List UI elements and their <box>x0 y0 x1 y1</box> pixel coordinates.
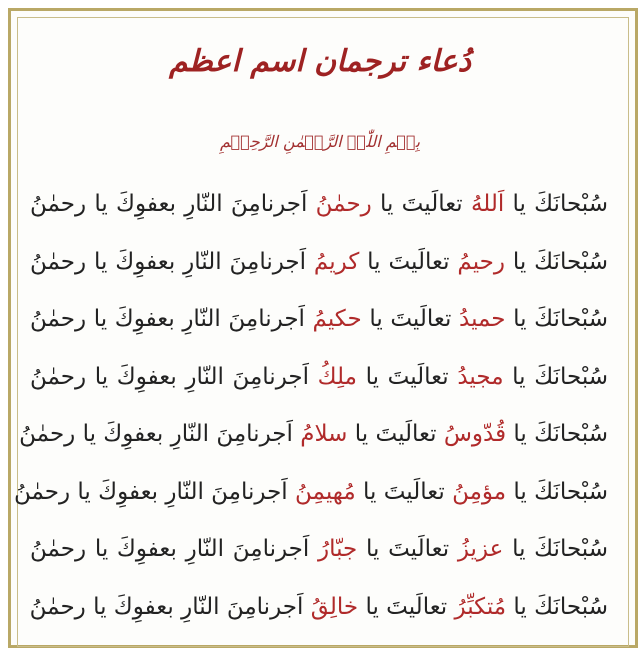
divine-name: سلامُ <box>300 421 348 447</box>
divine-name: حميدُ <box>459 306 506 332</box>
verse-line: سُبْحانَكَ يا مجيدُ تعالَيتَ يا ملِكُ اَجرنامِنَ النّارِ بعفوِكَ يا رحمٰنُ <box>30 363 609 390</box>
divine-name: رحمٰنُ <box>315 191 372 217</box>
divine-name: مُتكبِّرُ <box>454 593 507 620</box>
verse-line: سُبْحانَكَ يا مُتكبِّرُ تعالَيتَ يا خالِقُ اَجرنامِنَ النّارِ بعفوِكَ يا رحمٰنُ <box>29 593 608 620</box>
divine-name: مجيدُ <box>457 363 504 390</box>
divine-name: قُدّوسُ <box>443 421 507 447</box>
divine-name: حكيمُ <box>312 306 362 332</box>
bismillah-line: بِسۡمِ اللّٰہِ الرَّحۡمٰنِ الرَّحِیۡمِ <box>219 132 421 151</box>
divine-name: جبّارُ <box>318 536 358 562</box>
prayer-title: دُعاء ترجمان اسم اعظم <box>168 44 472 79</box>
divine-name: مُهيمِنُ <box>295 478 356 505</box>
divine-name: عزيزُ <box>457 536 504 562</box>
divine-name: رحيمُ <box>457 248 505 275</box>
verse-line: سُبْحانَكَ يا قُدّوسُ تعالَيتَ يا سلامُ اَجرنامِنَ النّارِ بعفوِكَ يا رحمٰنُ <box>19 421 608 447</box>
verse-line: سُبْحانَكَ يا اَللهُ تعالَيتَ يا رحمٰنُ اَجرنامِنَ النّارِ بعفوِكَ يا رحمٰنُ <box>30 191 609 217</box>
verse-line: سُبْحانَكَ يا رحيمُ تعالَيتَ يا كريمُ اَجرنامِنَ النّارِ بعفوِكَ يا رحمٰنُ <box>30 248 609 275</box>
divine-name: كريمُ <box>313 248 360 275</box>
divine-name: اَللهُ <box>470 191 505 217</box>
verse-line: سُبْحانَكَ يا حميدُ تعالَيتَ يا حكيمُ اَجرنامِنَ النّارِ بعفوِكَ يا رحمٰنُ <box>30 306 609 332</box>
verse-line: سُبْحانَكَ يا عزيزُ تعالَيتَ يا جبّارُ اَجرنامِنَ النّارِ بعفوِكَ يا رحمٰنُ <box>30 536 609 562</box>
verse-line: سُبْحانَكَ يا مؤمِنُ تعالَيتَ يا مُهيمِنُ اَجرنامِنَ النّارِ بعفوِكَ يا رحمٰنُ <box>13 478 608 505</box>
divine-name: مؤمِنُ <box>452 478 507 505</box>
verse-list <box>13 176 609 636</box>
divine-name: خالِقُ <box>310 593 359 620</box>
divine-name: ملِكُ <box>317 363 357 390</box>
